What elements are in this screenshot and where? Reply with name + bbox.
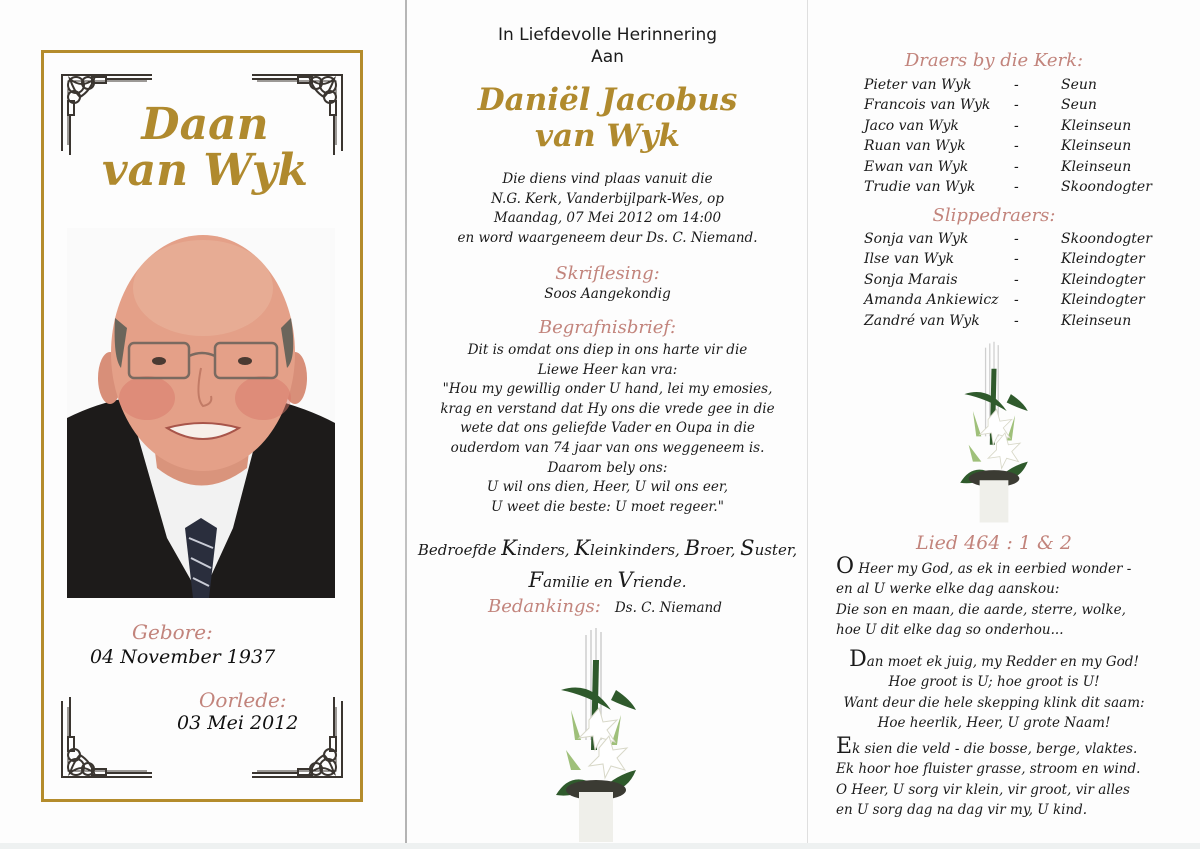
drop-cap: E [836,734,853,759]
bereaved-initial: V [617,568,633,592]
verse-line: Want deur die hele skepping klink dit saam: [843,694,1145,711]
bearer-relation: Skoondogter [1061,178,1152,195]
dash: - [1014,138,1019,155]
bearer-name: Trudie van Wyk [864,178,976,195]
verse-line: O Heer, U sorg vir klein, vir groot, vir alles [836,781,1130,798]
service-details [408,170,807,248]
memory-heading [408,24,807,68]
pallbearer-name: Sonja Marais [864,271,958,288]
full-name [408,82,807,154]
pallbearer-relation: Kleindogter [1061,271,1145,288]
bereaved-word: amilie en [543,573,618,591]
funeral-letter [408,341,807,517]
dash: - [1014,178,1019,195]
list-item [864,270,1164,290]
thanks-by: Ds. C. Niemand [614,600,722,616]
cover-name-last: van Wyk [102,145,308,196]
pallbearer-relation: Skoondogter [1061,231,1152,247]
bereaved-prefix: Bedroefde [417,541,502,559]
born-label: Gebore: [132,620,213,644]
dash: - [1014,158,1019,175]
pallbearer-name: Sonja van Wyk [864,231,969,247]
bearer-name: Ewan van Wyk [864,158,969,175]
bearer-relation: Kleinseun [1061,117,1132,134]
service-line: Maandag, 07 Mei 2012 om 14:00 [493,210,722,226]
portrait-photo [67,228,335,598]
list-item [864,229,1164,249]
bereaved-initial: S [740,536,755,560]
verse-line: hoe U dit elke dag so onderhou... [836,621,1064,638]
bearer-relation: Seun [1061,77,1097,93]
verse-line: en al U werke elke dag aanskou: [836,581,1060,598]
page-edge [0,843,1200,849]
letter-line: Dit is omdat ons diep in ons harte vir die [467,342,748,358]
pallbearers-heading: Slippedraers: [932,205,1056,226]
full-name-line: Daniël Jacobus [477,82,738,118]
bearer-relation: Kleinseun [1061,138,1132,155]
bearer-name: Francois van Wyk [864,97,991,114]
scripture-text: Soos Aangekondig [544,286,671,302]
full-name-line: van Wyk [534,118,681,154]
pallbearer-relation: Kleindogter [1061,292,1145,309]
pallbearers-list [864,229,1164,331]
list-item [864,136,1164,156]
bearer-relation: Seun [1061,97,1097,114]
dash: - [1014,97,1019,114]
fold-line [405,0,407,845]
flower-arrangement-icon [541,620,651,845]
flower-arrangement-icon [944,335,1044,525]
letter-line: ouderdom van 74 jaar van ons weggeneem is. [450,439,765,456]
drop-cap: O [836,554,855,579]
verse-line [809,647,1179,672]
drop-cap: D [849,647,867,672]
service-line: N.G. Kerk, Vanderbijlpark-Wes, op [491,190,724,207]
memory-line: In Liefdevolle Herinnering [497,25,718,45]
ornament-corner-icon [52,691,162,791]
letter-line: U wil ons dien, Heer, U wil ons eer, [486,479,729,496]
scripture-heading: Skriflesing: [555,263,660,284]
pallbearer-name: Ilse van Wyk [864,251,955,268]
dash: - [1014,117,1019,134]
letter-line: "Hou my gewillig onder U hand, lei my emosies, [442,381,773,398]
bereaved-family [408,533,807,597]
bereaved-initial: K [501,536,517,560]
bereaved-word: riende. [632,573,687,591]
hymn-chorus [809,647,1179,733]
hymn-verse-1 [836,554,1132,640]
bereaved-word: leinkinders, [590,541,685,559]
verse-line [836,734,1140,759]
pallbearer-name: Zandré van Wyk [864,312,980,329]
letter-heading: Begrafnisbrief: [538,317,677,338]
verse-line: Hoe groot is U; hoe groot is U! [888,674,1100,691]
dash: - [1014,292,1019,309]
verse-line: Ek hoor hoe fluister grasse, stroom en wind. [836,761,1141,778]
died-label: Oorlede: [199,688,287,712]
dash: - [1014,271,1019,288]
died-date: 03 Mei 2012 [177,712,299,734]
verse-text: k sien die veld - die bosse, berge, vlaktes. [852,741,1138,757]
bearers-list [864,75,1164,197]
bereaved-word: uster, [754,541,798,559]
dash: - [1014,231,1019,247]
bereaved-initial: F [528,568,544,592]
verse-line: Hoe heerlik, Heer, U grote Naam! [877,714,1111,731]
letter-line: Daarom bely ons: [547,459,668,476]
list-item [864,249,1164,269]
list-item [864,290,1164,310]
verse-line: en U sorg dag na dag vir my, U kind. [836,801,1088,818]
service-line: en word waargeneem deur Ds. C. Niemand. [457,229,758,246]
bearers-panel [809,0,1200,843]
thanks [488,596,722,618]
hymn-verse-2 [836,734,1141,820]
gold-frame [41,50,363,802]
verse-text: an moet ek juig, my Redder en my God! [866,654,1139,670]
born-date: 04 November 1937 [90,646,276,668]
verse-text: Heer my God, as ek in eerbied wonder - [854,561,1132,577]
bearer-name: Jaco van Wyk [864,117,959,134]
list-item [864,311,1164,331]
bereaved-word: roer, [700,541,741,559]
bearer-name: Ruan van Wyk [864,138,966,155]
bearers-heading: Draers by die Kerk: [904,50,1084,71]
fold-line [807,0,808,845]
cover-panel [0,0,405,843]
letter-line: U weet die beste: U moet regeer." [491,498,724,515]
bereaved-word: inders, [516,541,575,559]
dash: - [1014,312,1019,329]
bearer-relation: Kleinseun [1061,158,1132,175]
list-item [864,95,1164,115]
verse-line [836,554,1132,579]
pallbearer-name: Amanda Ankiewicz [864,292,999,309]
list-item [864,177,1164,197]
bereaved-line [408,565,807,597]
thanks-heading: Bedankings: [488,596,601,617]
letter-line: Liewe Heer kan vra: [537,361,678,378]
bearer-name: Pieter van Wyk [864,77,972,93]
bereaved-initial: K [574,536,591,560]
pallbearer-relation: Kleindogter [1061,251,1145,268]
verse-line: Die son en maan, die aarde, sterre, wolke, [836,601,1126,618]
letter-line: krag en verstand dat Hy ons die vrede gee in die [440,400,775,417]
bereaved-initial: B [684,536,701,560]
list-item [864,75,1164,95]
dash: - [1014,251,1019,268]
list-item [864,116,1164,136]
bereaved-line [408,533,807,565]
memory-line: Aan [591,47,624,67]
pallbearer-relation: Kleinseun [1061,312,1132,329]
list-item [864,157,1164,177]
cover-name-first: Daan [141,99,269,150]
dash: - [1014,77,1019,93]
letter-line: wete dat ons geliefde Vader en Oupa in die [460,420,755,437]
service-line: Die diens vind plaas vanuit die [502,171,713,187]
hymn-heading: Lied 464 : 1 & 2 [915,532,1073,554]
service-panel [408,0,807,843]
